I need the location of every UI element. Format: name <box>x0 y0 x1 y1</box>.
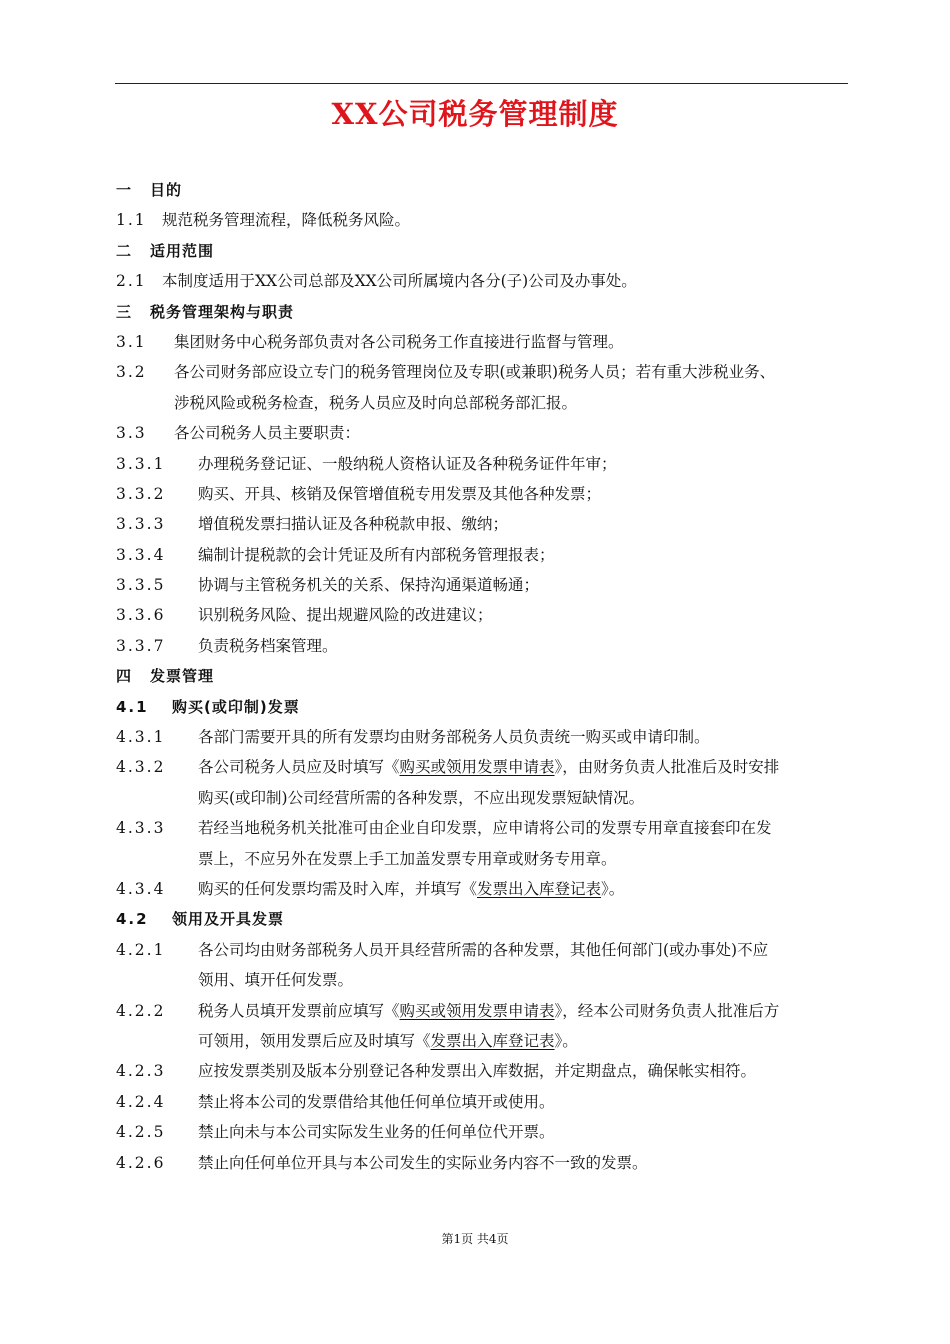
clause-text: 发票管理 <box>150 667 215 686</box>
clause-number: 4.3.2 <box>116 758 166 777</box>
form-reference: 发票出入库登记表 <box>477 879 602 898</box>
clause-text: 适用范围 <box>150 241 215 260</box>
clause-line <box>116 600 856 630</box>
clause-line <box>116 1087 856 1117</box>
clause-number: 3.3.2 <box>116 484 166 503</box>
clause-number: 2.1 <box>116 272 147 291</box>
text-segment: 》。 <box>554 1031 578 1050</box>
clause-number: 4.2.5 <box>116 1123 166 1142</box>
clause-line <box>116 449 856 479</box>
text-segment: 》。 <box>601 879 625 898</box>
clause-line <box>116 1026 856 1056</box>
clause-line <box>116 540 856 570</box>
clause-text: 各公司税务人员主要职责： <box>174 424 361 443</box>
clause-line <box>116 1056 856 1086</box>
clause-text: 若经当地税务机关批准可由企业自印发票，应申请将公司的发票专用章直接套印在发 <box>198 819 772 838</box>
text-segment: 可领用，领用发票后应及时填写《 <box>198 1031 431 1050</box>
clause-text: 应按发票类别及版本分别登记各种发票出入库数据，并定期盘点，确保帐实相符。 <box>198 1062 757 1081</box>
clause-text: 票上，不应另外在发票上手工加盖发票专用章或财务专用章。 <box>198 849 617 868</box>
clause-number: 3.3 <box>116 424 147 443</box>
section-heading <box>116 661 856 691</box>
clause-number: 3.3.6 <box>116 606 166 625</box>
clause-number: 3.3.4 <box>116 545 166 564</box>
clause-text: 编制计提税款的会计凭证及所有内部税务管理报表； <box>198 545 555 564</box>
clause-line <box>116 722 856 752</box>
clause-text: 各公司均由财务部税务人员开具经营所需的各种发票，其他任何部门(或办事处)不应 <box>198 940 769 959</box>
clause-text: 禁止向任何单位开具与本公司发生的实际业务内容不一致的发票。 <box>198 1153 648 1172</box>
clause-number: 4.2 <box>116 910 149 929</box>
clause-number: 二 <box>116 241 134 260</box>
clause-text: 领用、填开任何发票。 <box>198 971 354 990</box>
section-heading <box>116 692 856 722</box>
text-segment: 各公司税务人员应及时填写《 <box>198 758 400 777</box>
clause-text <box>198 1026 578 1056</box>
form-reference: 购买或领用发票申请表 <box>399 1001 555 1020</box>
clause-text: 各公司财务部应设立专门的税务管理岗位及专职(或兼职)税务人员；若有重大涉税业务、 <box>174 363 776 382</box>
section-heading <box>116 175 856 205</box>
clause-number: 4.2.6 <box>116 1153 166 1172</box>
clause-line <box>116 874 856 904</box>
clause-text: 购买(或印制)发票 <box>172 697 300 716</box>
clause-text <box>198 996 779 1026</box>
clause-text: 禁止向未与本公司实际发生业务的任何单位代开票。 <box>198 1123 555 1142</box>
document-title: XX公司税务管理制度 <box>331 97 619 131</box>
clause-text: 各部门需要开具的所有发票均由财务部税务人员负责统一购买或申请印制。 <box>198 728 710 747</box>
page-footer: 第1页 共4页 <box>441 1232 509 1246</box>
clause-text: 识别税务风险、提出规避风险的改进建议； <box>198 606 493 625</box>
clause-line <box>116 418 856 448</box>
clause-number: 4.3.3 <box>116 819 166 838</box>
clause-number: 4.3.1 <box>116 728 166 747</box>
clause-text: 目的 <box>150 181 183 199</box>
clause-line <box>116 631 856 661</box>
section-heading <box>116 236 856 266</box>
clause-text: 办理税务登记证、一般纳税人资格认证及各种税务证件年审； <box>198 454 617 473</box>
clause-number: 4.2.3 <box>116 1062 166 1081</box>
clause-text: 涉税风险或税务检查，税务人员应及时向总部税务部汇报。 <box>174 393 578 412</box>
clause-line <box>116 752 856 782</box>
clause-text: 集团财务中心税务部负责对各公司税务工作直接进行监督与管理。 <box>174 332 624 351</box>
clause-line <box>116 357 856 387</box>
clause-number: 3.3.1 <box>116 454 166 473</box>
form-reference: 购买或领用发票申请表 <box>399 758 555 777</box>
clause-text: 规范税务管理流程，降低税务风险。 <box>162 211 411 230</box>
clause-line <box>116 935 856 965</box>
clause-line <box>116 388 856 418</box>
text-segment: 购买的任何发票均需及时入库，并填写《 <box>198 879 478 898</box>
text-segment: 》，经本公司财务负责人批准后方 <box>554 1001 780 1020</box>
section-heading <box>116 297 856 327</box>
clause-number: 3.1 <box>116 332 147 351</box>
clause-line <box>116 996 856 1026</box>
clause-number: 一 <box>116 181 134 199</box>
clause-text: 禁止将本公司的发票借给其他任何单位填开或使用。 <box>198 1092 555 1111</box>
clause-text: 本制度适用于XX公司总部及XX公司所属境内各分(子)公司及办事处。 <box>162 272 637 291</box>
clause-number: 4.2.1 <box>116 940 166 959</box>
form-reference: 发票出入库登记表 <box>430 1031 555 1050</box>
clause-line <box>116 783 856 813</box>
clause-number: 4.1 <box>116 697 149 716</box>
clause-line <box>116 205 856 235</box>
text-segment: 税务人员填开发票前应填写《 <box>198 1001 400 1020</box>
clause-number: 3.3.3 <box>116 515 166 534</box>
section-heading <box>116 904 856 934</box>
clause-number: 三 <box>116 302 134 321</box>
clause-number: 4.3.4 <box>116 879 166 898</box>
clause-text <box>198 874 624 904</box>
clause-line <box>116 509 856 539</box>
clause-line <box>116 266 856 296</box>
clause-line <box>116 570 856 600</box>
clause-line <box>116 844 856 874</box>
clause-text: 负责税务档案管理。 <box>198 636 338 655</box>
clause-number: 3.2 <box>116 363 147 382</box>
header-rule <box>115 83 848 84</box>
clause-text: 购买、开具、核销及保管增值税专用发票及其他各种发票； <box>198 484 602 503</box>
document-body <box>116 175 856 1178</box>
clause-line <box>116 813 856 843</box>
clause-number: 1.1 <box>116 211 147 230</box>
clause-text: 增值税发票扫描认证及各种税款申报、缴纳； <box>198 515 509 534</box>
clause-number: 3.3.7 <box>116 636 166 655</box>
clause-number: 3.3.5 <box>116 576 166 595</box>
clause-number: 4.2.4 <box>116 1092 166 1111</box>
clause-number: 4.2.2 <box>116 1001 166 1020</box>
clause-line <box>116 1117 856 1147</box>
text-segment: 》，由财务负责人批准后及时安排 <box>554 758 780 777</box>
clause-line <box>116 479 856 509</box>
clause-line <box>116 1148 856 1178</box>
clause-text: 领用及开具发票 <box>172 910 285 929</box>
clause-line <box>116 327 856 357</box>
clause-text: 购买(或印制)公司经营所需的各种发票，不应出现发票短缺情况。 <box>198 788 645 807</box>
clause-text: 协调与主管税务机关的关系、保持沟通渠道畅通； <box>198 576 540 595</box>
clause-number: 四 <box>116 667 134 686</box>
clause-text <box>198 752 779 782</box>
clause-text: 税务管理架构与职责 <box>150 302 295 321</box>
clause-line <box>116 965 856 995</box>
